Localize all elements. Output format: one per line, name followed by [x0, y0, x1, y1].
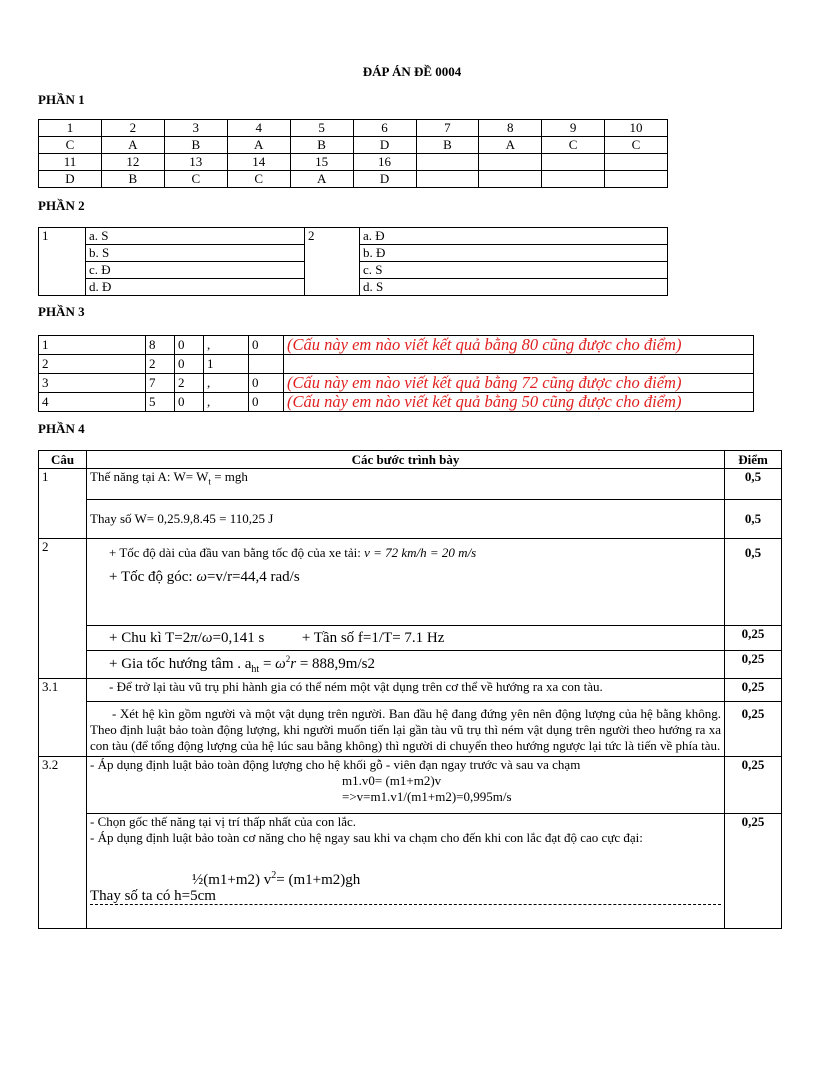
- part3-cell: 0: [249, 374, 284, 393]
- header-points: Điểm: [725, 451, 782, 469]
- part3-cell: 0: [175, 336, 204, 355]
- part2-q1-d: d. Đ: [86, 279, 305, 296]
- part1-cell: C: [164, 171, 227, 188]
- part3-cell: 7: [146, 374, 175, 393]
- part3-cell: ,: [204, 393, 249, 412]
- part1-cell: [416, 171, 479, 188]
- part1-heading: PHẦN 1: [38, 92, 85, 107]
- part3-row: [39, 336, 754, 355]
- q32-points1: 0,25: [725, 757, 782, 814]
- part1-cell: 14: [227, 154, 290, 171]
- part1-cell: 9: [542, 120, 605, 137]
- q32-energy-eq: ½(m1+m2) $v^2= (m1+m2)gh$: [192, 870, 361, 888]
- part1-row: [39, 171, 668, 188]
- part3-row: [39, 393, 754, 412]
- q32-step2: [87, 814, 725, 929]
- part1-cell: [479, 154, 542, 171]
- part1-cell: 16: [353, 154, 416, 171]
- part1-cell: 8: [479, 120, 542, 137]
- part1-row: [39, 154, 668, 171]
- part3-cell: ,: [204, 336, 249, 355]
- part3-cell: 0: [249, 393, 284, 412]
- part1-cell: D: [353, 137, 416, 154]
- part3-cell: [249, 355, 284, 374]
- part3-note: (Cấu này em nào viết kết quả bằng 72 cũng được cho điểm): [284, 374, 754, 393]
- part3-cell: 2: [39, 355, 146, 374]
- part2-q2-c: c. S: [360, 262, 668, 279]
- part3-row: [39, 355, 754, 374]
- part1-cell: 1: [39, 120, 102, 137]
- part1-cell: A: [479, 137, 542, 154]
- part3-cell: ,: [204, 374, 249, 393]
- part1-cell: 5: [290, 120, 353, 137]
- part2-q2-b: b. Đ: [360, 245, 668, 262]
- q31-step2: - Xét hệ kìn gồm người và một vật dụng trên người. Ban đầu hệ đang đứng yên nên động lượng của hệ bằng không. Theo định luật bảo toàn động lượng, khi người muốn tiến lại gần tàu vũ trụ thì ném vật dụng trên người theo hướng ra xa con tàu (để tổng động lượng của hệ lúc sau bằng không) thì người di chuyển theo hướng ngược lại tức là tiến về phía tàu.: [87, 702, 725, 757]
- q2-step2: [87, 626, 725, 651]
- q32-eq2: =>v=m1.v1/(m1+m2)=0,995m/s: [342, 789, 512, 804]
- part3-row: [39, 374, 754, 393]
- part1-cell: B: [290, 137, 353, 154]
- part1-cell: 13: [164, 154, 227, 171]
- header-question: Câu: [39, 451, 87, 469]
- q2-period: + Chu kì T=2π/ω=0,141 s: [109, 630, 265, 646]
- q32-step1: [87, 757, 725, 814]
- part1-cell: A: [290, 171, 353, 188]
- q2-points1: 0,5: [725, 539, 782, 626]
- part1-cell: 10: [605, 120, 668, 137]
- part1-cell: 6: [353, 120, 416, 137]
- part1-cell: [542, 171, 605, 188]
- q1-step1: Thế năng tại A: $W= W_t$ = mgh: [87, 469, 725, 500]
- part2-heading: PHẦN 2: [38, 198, 85, 213]
- part3-cell: 1: [39, 336, 146, 355]
- q1-points2: 0,5: [725, 500, 782, 539]
- q32-datum-line: - Chọn gốc thế năng tại vị trí thấp nhất của con lắc.: [90, 814, 357, 829]
- part2-q2-num: 2: [305, 228, 360, 296]
- q2-num: 2: [39, 539, 87, 679]
- part1-cell: [416, 154, 479, 171]
- part1-cell: A: [101, 137, 164, 154]
- part1-cell: 4: [227, 120, 290, 137]
- part1-cell: B: [416, 137, 479, 154]
- q32-energy-text: - Áp dụng định luật bảo toàn cơ năng cho hệ ngay sau khi va chạm cho đến khi con lắc đạt độ cao cực đại:: [90, 830, 643, 845]
- part3-cell: 0: [175, 355, 204, 374]
- part1-cell: 15: [290, 154, 353, 171]
- part1-cell: B: [164, 137, 227, 154]
- part2-q2-a: a. Đ: [360, 228, 668, 245]
- q32-result: Thay số ta có h=5cm: [90, 888, 721, 905]
- part1-table: [38, 119, 668, 188]
- part1-row: [39, 137, 668, 154]
- q32-eq1: m1.v0= (m1+m2)v: [342, 773, 442, 788]
- part1-cell: 7: [416, 120, 479, 137]
- part1-cell: D: [353, 171, 416, 188]
- q2-points3: 0,25: [725, 651, 782, 679]
- part2-table: [38, 227, 668, 296]
- part3-cell: 8: [146, 336, 175, 355]
- q2-linear-speed: + Tốc độ dài của đầu van bằng tốc độ của xe tải: v = 72 km/h = 20 m/s: [109, 545, 477, 560]
- q31-num: 3.1: [39, 679, 87, 757]
- part2-q2-d: d. S: [360, 279, 668, 296]
- part1-cell: [542, 154, 605, 171]
- part4-table: [38, 450, 782, 929]
- part2-q1-num: 1: [39, 228, 86, 296]
- part3-cell: 0: [175, 393, 204, 412]
- part3-cell: 0: [249, 336, 284, 355]
- part1-cell: C: [605, 137, 668, 154]
- q1-points1: 0,5: [725, 469, 782, 500]
- part3-cell: 2: [175, 374, 204, 393]
- part3-cell: 1: [204, 355, 249, 374]
- q31-points1: 0,25: [725, 679, 782, 702]
- part1-cell: 3: [164, 120, 227, 137]
- header-steps: Các bước trình bày: [87, 451, 725, 469]
- q2-frequency: + Tần số f=1/T= 7.1 Hz: [301, 630, 445, 646]
- part1-cell: 2: [101, 120, 164, 137]
- part1-cell: C: [39, 137, 102, 154]
- part3-heading: PHẦN 3: [38, 304, 85, 319]
- part1-cell: 12: [101, 154, 164, 171]
- part1-cell: D: [39, 171, 102, 188]
- part4-heading: PHẦN 4: [38, 421, 85, 436]
- q32-momentum-text: - Áp dụng định luật bảo toàn động lượng cho hệ khối gỗ - viên đạn ngay trước và sau va chạm: [90, 757, 581, 772]
- part1-cell: C: [227, 171, 290, 188]
- part3-cell: 3: [39, 374, 146, 393]
- q2-angular-speed: + Tốc độ góc: ω=v/r=44,4 rad/s: [109, 569, 300, 585]
- part1-cell: B: [101, 171, 164, 188]
- part1-cell: [605, 171, 668, 188]
- q31-step1: - Để trở lại tàu vũ trụ phi hành gia có thể ném một vật dụng trên cơ thể về hướng ra xa con tàu.: [87, 679, 725, 702]
- q1-num: 1: [39, 469, 87, 539]
- q2-step3: + Gia tốc hướng tâm . $a_{ht} = \omega^2r = 888,9m/s2$: [87, 651, 725, 679]
- part3-cell: 2: [146, 355, 175, 374]
- part1-cell: 11: [39, 154, 102, 171]
- part1-cell: A: [227, 137, 290, 154]
- q32-num: 3.2: [39, 757, 87, 929]
- part3-note: [284, 355, 754, 374]
- part3-note: (Cấu này em nào viết kết quả bằng 80 cũng được cho điểm): [284, 336, 754, 355]
- page-title: ĐÁP ÁN ĐỀ 0004: [362, 64, 462, 79]
- part2-q1-b: b. S: [86, 245, 305, 262]
- part1-cell: [605, 154, 668, 171]
- part1-cell: C: [542, 137, 605, 154]
- part1-row: [39, 120, 668, 137]
- q32-points2: 0,25: [725, 814, 782, 929]
- part3-cell: 5: [146, 393, 175, 412]
- part2-q1-c: c. Đ: [86, 262, 305, 279]
- part3-table: [38, 335, 754, 412]
- q1-step2: Thay số W= 0,25.9,8.45 = 110,25 J: [87, 500, 725, 539]
- part3-cell: 4: [39, 393, 146, 412]
- q2-step1: [87, 539, 725, 626]
- q2-points2: 0,25: [725, 626, 782, 651]
- part3-note: (Cấu này em nào viết kết quả bằng 50 cũng được cho điểm): [284, 393, 754, 412]
- q31-points2: 0,25: [725, 702, 782, 757]
- part1-cell: [479, 171, 542, 188]
- part2-q1-a: a. S: [86, 228, 305, 245]
